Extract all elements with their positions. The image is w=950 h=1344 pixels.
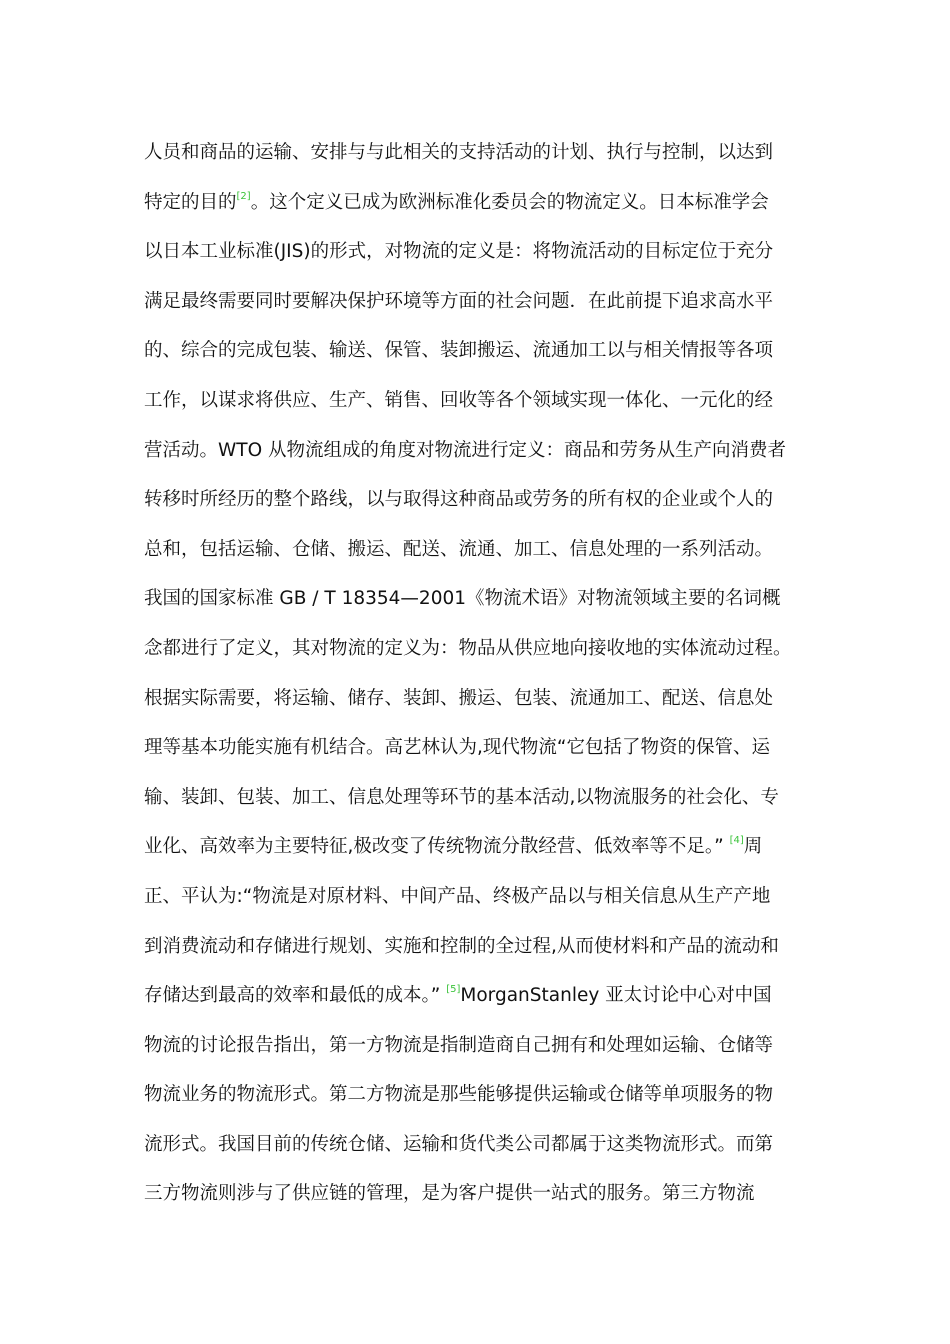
line-text: 物流的讨论报告指出，第一方物流是指制造商自己拥有和处理如运输、仓储等 — [144, 1034, 774, 1056]
line-text: 总和，包括运输、仓储、搬运、配送、流通、加工、信息处理的一系列活动。 — [144, 538, 774, 560]
text-line — [144, 178, 834, 228]
line-text: 根据实际需要，将运输、储存、装卸、搬运、包装、流通加工、配送、信息处 — [144, 687, 774, 709]
text-line — [144, 426, 834, 476]
line-text: 特定的目的 — [144, 191, 237, 213]
text-line — [144, 674, 834, 724]
line-text: 人员和商品的运输、安排与与此相关的支持活动的计划、执行与控制，以达到 — [144, 142, 774, 163]
line-text: 业化、高效率为主要特征,极改变了传统物流分散经营、低效率等不足。” — [144, 836, 730, 858]
text-line — [144, 326, 834, 376]
text-line — [144, 128, 834, 178]
line-text: 周 — [743, 836, 763, 858]
text-line — [144, 525, 834, 575]
line-text: 正、平认为:“物流是对原材料、中间产品、终极产品以与相关信息从生产产地 — [144, 885, 771, 907]
line-text: 我国的国家标准 GB / T 18354—2001《物流术语》对物流领域主要的名词概 — [144, 588, 781, 610]
text-line — [144, 1120, 834, 1170]
line-text: 物流业务的物流形式。第二方物流是那些能够提供运输或仓储等单项服务的物 — [144, 1084, 774, 1106]
line-text: 以日本工业标准(JIS)的形式，对物流的定义是：将物流活动的目标定位于充分 — [144, 241, 774, 263]
text-line — [144, 227, 834, 277]
line-text: MorganStanley 亚太讨论中心对中国 — [460, 985, 772, 1007]
text-line — [144, 624, 834, 674]
citation-ref[interactable]: [5] — [446, 984, 461, 996]
text-line — [144, 1070, 834, 1120]
line-text: 的、综合的完成包装、输送、保管、装卸搬运、流通加工以与相关情报等各项 — [144, 340, 774, 362]
text-line — [144, 1021, 834, 1071]
text-line — [144, 872, 834, 922]
text-line — [144, 822, 834, 872]
line-text: 营活动。WTO 从物流组成的角度对物流进行定义：商品和劳务从生产向消费者 — [144, 439, 787, 461]
text-line — [144, 971, 834, 1021]
line-text: 满足最终需要同时要解决保护环境等方面的社会问题．在此前提下追求高水平 — [144, 290, 774, 312]
text-line — [144, 475, 834, 525]
text-line — [144, 922, 834, 972]
text-line — [144, 277, 834, 327]
text-line — [144, 723, 834, 773]
line-text: 工作，以谋求将供应、生产、销售、回收等各个领域实现一体化、一元化的经 — [144, 389, 774, 411]
text-line — [144, 773, 834, 823]
line-text: 输、装卸、包装、加工、信息处理等环节的基本活动,以物流服务的社会化、专 — [144, 786, 779, 808]
citation-ref[interactable]: [4] — [729, 835, 744, 847]
line-text: 理等基本功能实施有机结合。高艺林认为,现代物流“它包括了物资的保管、运 — [144, 737, 770, 759]
line-text: 三方物流则涉与了供应链的管理，是为客户提供一站式的服务。第三方物流 — [144, 1183, 755, 1205]
citation-ref[interactable]: [2] — [236, 190, 251, 202]
body-text — [144, 128, 834, 1219]
line-text: 念都进行了定义，其对物流的定义为：物品从供应地向接收地的实体流动过程。 — [144, 637, 792, 659]
line-text: 转移时所经历的整个路线，以与取得这种商品或劳务的所有权的企业或个人的 — [144, 489, 774, 511]
text-line — [144, 574, 834, 624]
line-text: 存储达到最高的效率和最低的成本。” — [144, 985, 447, 1007]
line-text: 流形式。我国目前的传统仓储、运输和货代类公司都属于这类物流形式。而第 — [144, 1133, 774, 1155]
text-line — [144, 376, 834, 426]
text-line — [144, 1169, 834, 1219]
line-text: 到消费流动和存储进行规划、实施和控制的全过程,从而使材料和产品的流动和 — [144, 935, 779, 957]
line-text: 。这个定义已成为欧洲标准化委员会的物流定义。日本标准学会 — [250, 191, 769, 213]
